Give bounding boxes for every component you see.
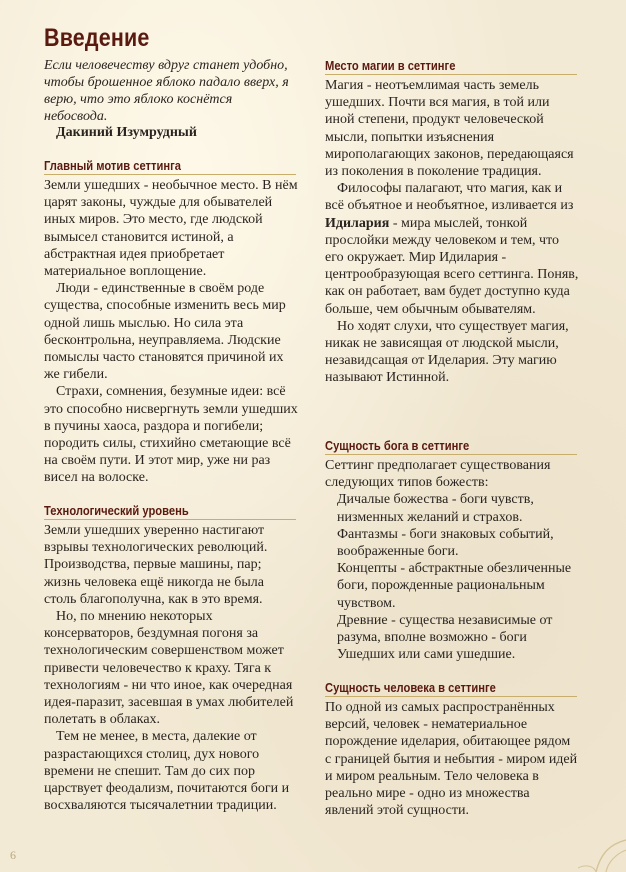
- paragraph: Философы палагают, что магия, как и всё объятное и необъятное, изливается из Идилария - мира мыслей, тонкой прослойки между человеком и тем, что его окружает. Мир Идилария - центрообразующая всего сеттинга. Поняв, как он работает, вам будет доступно куда больше, чем обычным обывателям.: [325, 181, 579, 317]
- section-human: [325, 699, 579, 819]
- epigraph-author: Дакиний Изумрудный: [56, 125, 197, 140]
- paragraph: Но ходят слухи, что существует магия, никак не зависящая от людской мысли, незавидсащая от Иделария. Эту магию называют Истинной.: [325, 318, 569, 386]
- paragraph: Сеттинг предполагает существования следующих типов божеств:: [325, 458, 551, 491]
- section-tech-level: [44, 522, 298, 814]
- god-type-item: Древние - существа независимые от разума, вполне возможно - боги Ушедших или сами ушедшие.: [337, 612, 553, 663]
- heading-main-motif: Главный мотив сеттинга: [44, 158, 296, 175]
- paragraph: Страхи, сомнения, безумные идеи: всё это способно нисвергнуть земли ушедших в пучины хаоса, раздора и погибели; породить силы, стихийно сметающие всё на своём пути. И этот мир, уже ни раз висел на волоске.: [44, 384, 298, 486]
- section-gods: [325, 457, 579, 663]
- paragraph: Люди - единственные в своём роде существа, способные изменить весь мир одной лишь мыслью. Но сила эта бесконтрольна, неуправляема. Людские помыслы часто становятся причиной их же гибели.: [44, 281, 286, 383]
- section-magic: [325, 77, 579, 387]
- page-title: Введение: [44, 24, 150, 52]
- god-type-item: Дичалые божества - боги чувств, низменных желаний и страхов.: [337, 492, 534, 525]
- paragraph: По одной из самых распространённых версий, человек - нематериальное порождение иделария, обитающее рядом с границей бытия и небытия - миром идей и миром реальным. Тело человека в реально мире - одно из множества явлений этой сущности.: [325, 700, 578, 819]
- heading-magic: Место магии в сеттинге: [325, 58, 577, 75]
- heading-gods: Сущность бога в сеттинге: [325, 438, 577, 455]
- paragraph: Тем не менее, в места, далекие от разрастающихся столиц, дух нового времени не спешит. Там до сих пор царствует феодализм, почитаются боги и восхваляются тысячалетнии традиции.: [44, 729, 290, 814]
- section-main-motif: [44, 177, 298, 487]
- paragraph: Земли ушедших - необычное место. В нём царят законы, чуждые для обывателей иных миров. Это место, где людской вымысел становится истиной, а абстрактная идея приобретает материальное воплощение.: [44, 178, 298, 280]
- paragraph: Магия - неотъемлимая часть земель ушедших. Почти вся магия, в той или иной степени, продукт человеческой мысли, попытки изъяснения мирополагающих законов, передающаяся из поколения в поколение традиция.: [325, 78, 574, 180]
- heading-tech-level: Технологический уровень: [44, 503, 296, 520]
- page-number: 6: [10, 848, 16, 862]
- heading-human: Сущность человека в сеттинге: [325, 680, 577, 697]
- paragraph: Но, по мнению некоторых консерваторов, бездумная погоня за технологическим совершенством может привести человечество к краху. Тяга к технологиям - ни что иное, как очередная идея-паразит, засевшая в умах любителей полетать в облаках.: [44, 609, 294, 728]
- god-type-item: Концепты - абстрактные обезличенные боги, порожденные рациональным чувством.: [337, 561, 572, 611]
- paragraph: Земли ушедших уверенно настигают взрывы технологических революций. Производства, первые машины, пар; жизнь человека ещё никогда не была столь благополучна, как в это время.: [44, 523, 268, 607]
- epigraph-text: Если человечеству вдруг станет удобно, чтобы брошенное яблоко падало вверх, я верю, что это яблоко коснётся небосвода.: [44, 58, 289, 124]
- god-type-item: Фантазмы - боги знаковых событий, воображенные боги.: [337, 526, 554, 560]
- corner-ornament-icon: [556, 822, 626, 872]
- idilaria-term: Идилария: [325, 215, 390, 231]
